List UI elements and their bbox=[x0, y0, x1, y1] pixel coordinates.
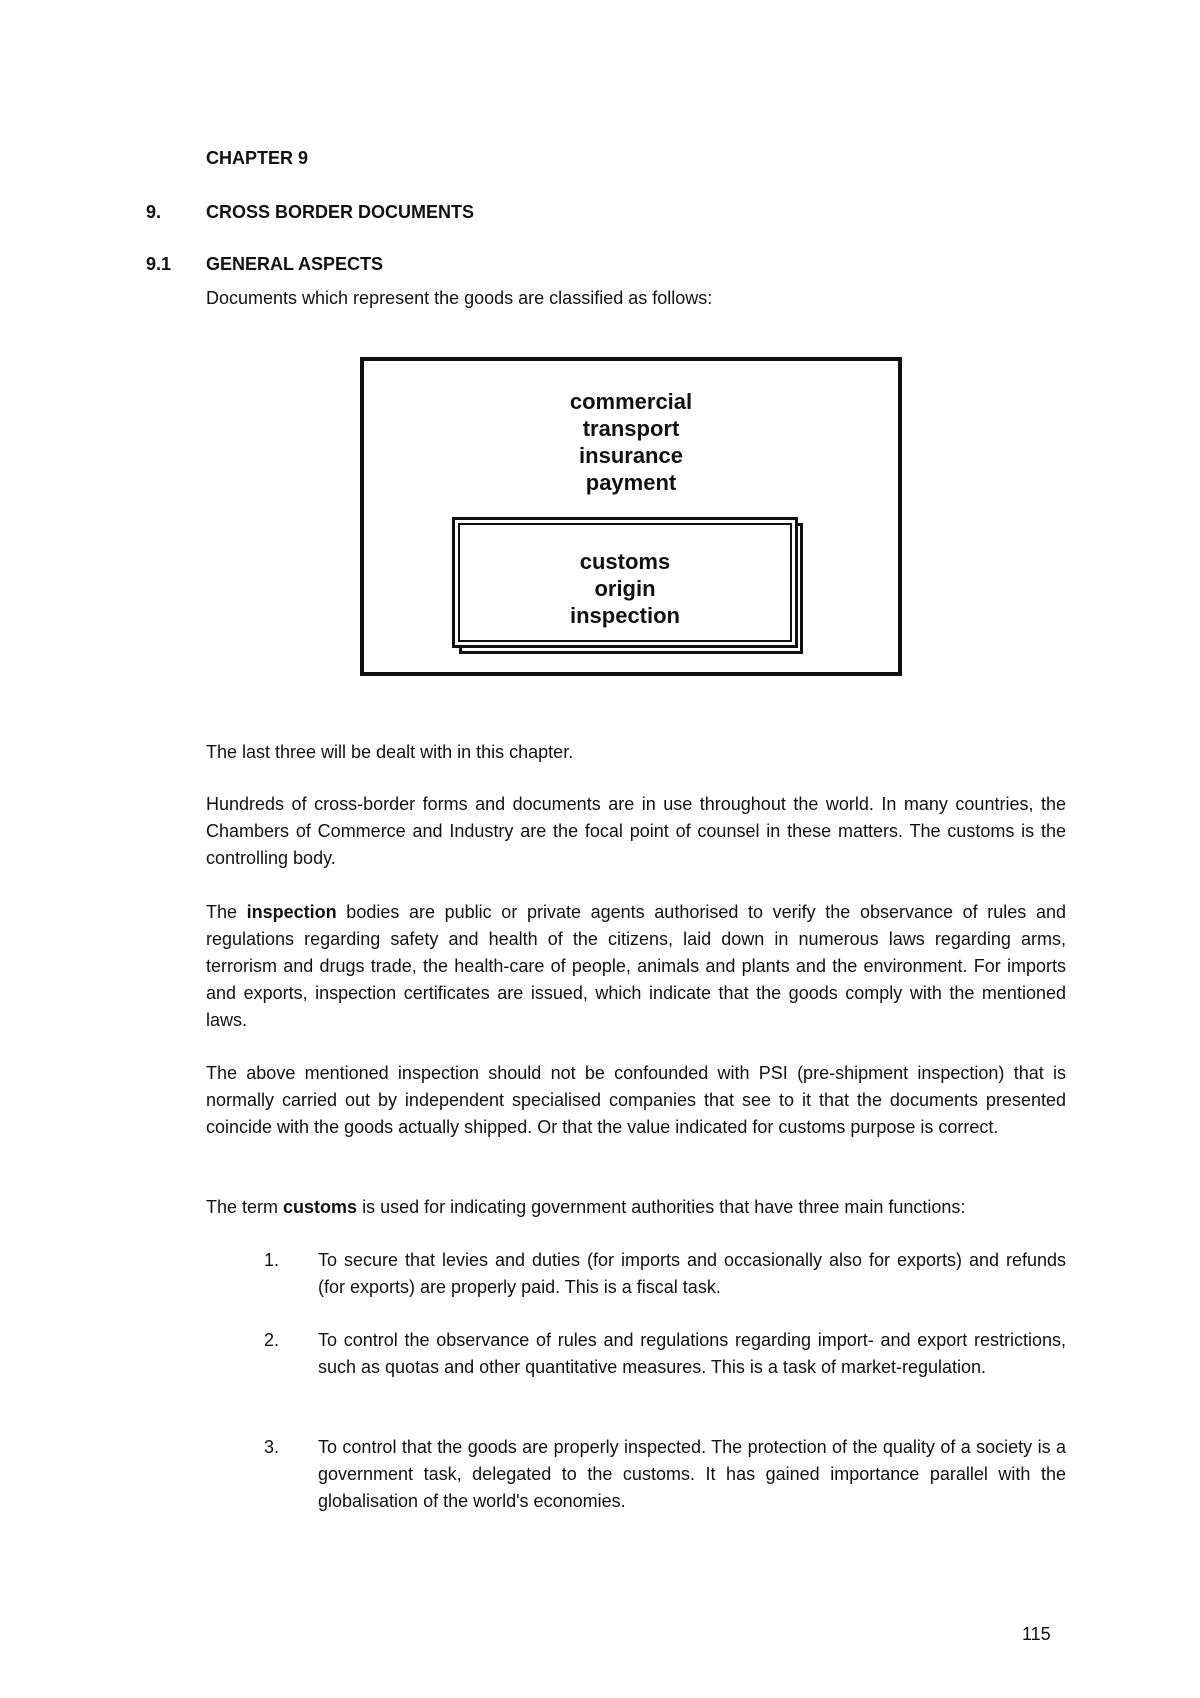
label-inspection: inspection bbox=[569, 603, 680, 628]
label-origin: origin bbox=[594, 576, 656, 601]
list-item-text: To control that the goods are properly inspected. The protection of the quality of a society is a government task, delegated to the customs. It has gained importance parallel with the globalisation of the world's economies. bbox=[318, 1437, 1066, 1511]
section-number: 9. bbox=[146, 202, 162, 222]
paragraph-3-start: The bbox=[206, 902, 247, 922]
list-item-text: To secure that levies and duties (for imports and occasionally also for exports) and refunds (for exports) are properly paid. This is a fiscal task. bbox=[318, 1250, 1066, 1297]
label-payment: payment bbox=[585, 470, 677, 495]
label-transport: transport bbox=[582, 416, 680, 441]
paragraph-5-start: The term bbox=[206, 1197, 284, 1217]
subsection-title: GENERAL ASPECTS bbox=[206, 254, 384, 274]
list-item-number: 2. bbox=[264, 1330, 280, 1350]
subsection-number: 9.1 bbox=[146, 254, 172, 274]
label-customs: customs bbox=[579, 549, 671, 574]
page-number: 115 bbox=[1022, 1624, 1051, 1644]
chapter-label: CHAPTER 9 bbox=[206, 148, 309, 168]
paragraph-1: The last three will be dealt with in this chapter. bbox=[206, 742, 574, 762]
paragraph-3-rest: bodies are public or private agents authorised to verify the observance of rules and regulations regarding safety and health of the citizens, laid down in numerous laws regarding arms, terrorism and drugs trade, the health-care of people, animals and plants and the environment. For imports and exports, inspection certificates are issued, which indicate that the goods comply with the mentioned laws. bbox=[206, 902, 1066, 1030]
paragraph-4: The above mentioned inspection should not be confounded with PSI (pre-shipment inspection) that is normally carried out by independent specialised companies that see to it that the documents presented coincide with the goods actually shipped. Or that the value indicated for customs purpose is correct. bbox=[206, 1063, 1066, 1137]
list-item-number: 1. bbox=[264, 1250, 280, 1270]
paragraph-2: Hundreds of cross-border forms and documents are in use throughout the world. In many countries, the Chambers of Commerce and Industry are the focal point of counsel in these matters. The customs is the controlling body. bbox=[206, 794, 1066, 868]
paragraph-3 bbox=[206, 899, 1066, 1034]
list-item-text: To control the observance of rules and regulations regarding import- and export restrictions, such as quotas and other quantitative measures. This is a task of market-regulation. bbox=[318, 1330, 1066, 1377]
label-commercial: commercial bbox=[569, 389, 693, 414]
section-title: CROSS BORDER DOCUMENTS bbox=[206, 202, 475, 222]
inner-box-labels bbox=[452, 548, 798, 629]
keyword-customs: customs bbox=[283, 1197, 358, 1217]
paragraph-5 bbox=[206, 1194, 1066, 1221]
paragraph-5-rest: is used for indicating government authorities that have three main functions: bbox=[357, 1197, 966, 1217]
outer-box-labels bbox=[360, 388, 902, 496]
list-item-number: 3. bbox=[264, 1437, 280, 1457]
label-insurance: insurance bbox=[579, 443, 683, 468]
intro-text: Documents which represent the goods are classified as follows: bbox=[206, 288, 713, 308]
keyword-inspection: inspection bbox=[246, 902, 337, 922]
